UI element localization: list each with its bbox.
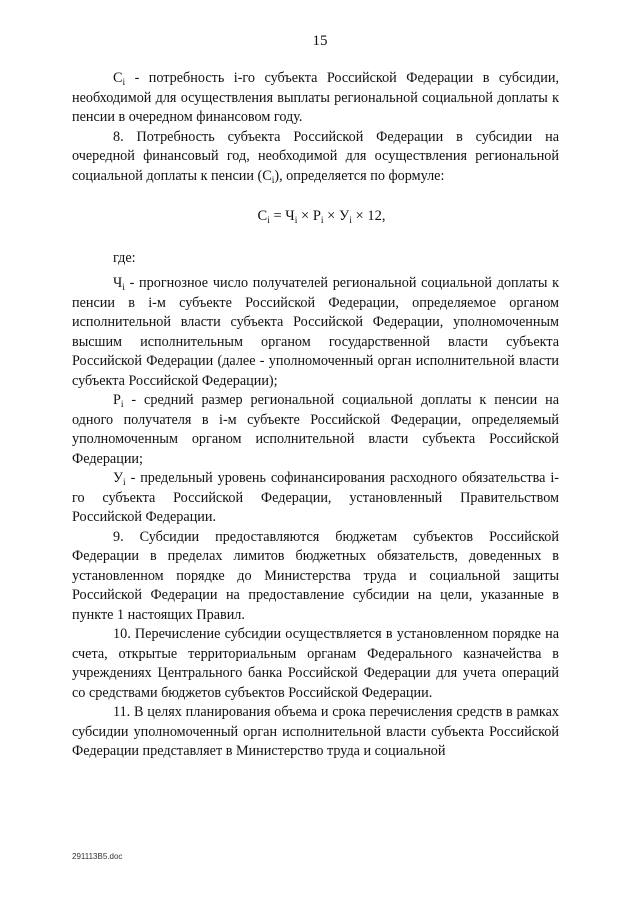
formula — [72, 207, 559, 227]
definition-u — [72, 469, 559, 528]
subscript-i: i — [122, 283, 125, 293]
paragraph-10: 10. Перечисление субсидии осуществляется в установленном порядке на счета, открытые территориальным органам Федерального казначейства в учреждениях Центрального банка Российской Федерации для учета операций со средствами бюджетов субъектов Российской Федерации. — [72, 626, 559, 701]
formula-c: С — [257, 208, 268, 224]
formula-times: × — [323, 208, 339, 224]
symbol-u: У — [113, 470, 124, 486]
symbol-c: С — [113, 70, 123, 86]
symbol-ch: Ч — [113, 275, 123, 291]
subscript-i: i — [320, 216, 324, 226]
formula-p: Р — [312, 208, 321, 224]
subscript-i: i — [122, 78, 126, 88]
paragraph-9: 9. Субсидии предоставляются бюджетам субъектов Российской Федерации в пределах лимитов бюджетных обязательств, доведенных в установленном порядке до Министерства труда и социальной защиты Российской Федерации на предоставление субсидии на цели, указанные в пункте 1 настоящих Правил. — [72, 528, 559, 623]
paragraph-text: 8. Потребность субъекта Российской Федерации в субсидии на очередной финансовый год, необходимой для осуществления региональной социальной доплаты к пенсии (С — [72, 128, 559, 184]
formula-tail: × 12, — [351, 208, 386, 224]
definition-text: - прогнозное число получателей региональной социальной доплаты к пенсии в i-м субъекте Российской Федерации, определяемое органом исполнительной власти субъекта Российской Федерации, уполномоченным высшим исполнительным органом государственной власти субъекта Российской Федерации (далее - уполномоченный орган исполнительной власти субъекта Российской Федерации); — [72, 275, 559, 389]
subscript-i: i — [349, 216, 352, 226]
document-body — [72, 69, 559, 762]
where-label: где: — [113, 249, 136, 266]
definition-text: - средний размер региональной социальной доплаты к пенсии на одного получателя в i-м субъекте Российской Федерации, определяемый уполномоченным органом исполнительной власти субъекта Российской Федерации; — [72, 392, 559, 467]
subscript-i: i — [123, 478, 126, 488]
subscript-i: i — [294, 216, 298, 226]
file-name-footer: 291113B5.doc — [72, 852, 123, 861]
paragraph-8 — [72, 128, 559, 187]
paragraph-text: ), определяется по формуле: — [274, 167, 445, 184]
formula-ch: Ч — [285, 208, 295, 224]
symbol-p: Р — [113, 392, 121, 408]
subscript-i: i — [271, 175, 275, 186]
definition-text: - предельный уровень софинансирования расходного обязательства i-го субъекта Российской Федерации, установленный Правительством Российской Федерации. — [72, 470, 559, 525]
subscript-i: i — [120, 400, 124, 410]
subscript-i: i — [267, 216, 270, 226]
formula-equals: = — [269, 208, 286, 224]
paragraph-text: - потребность i-го субъекта Российской Федерации в субсидии, необходимой для осуществления выплаты региональной социальной доплаты к пенсии в очередном финансовом году. — [72, 70, 559, 125]
formula-u: У — [338, 208, 350, 224]
definition-ch — [72, 274, 559, 391]
page-number: 15 — [312, 33, 328, 49]
paragraph-11: 11. В целях планирования объема и срока перечисления средств в рамках субсидии уполномоченный орган исполнительной власти субъекта Российской Федерации представляет в Министерство труда и социальной — [72, 704, 559, 759]
paragraph-ci-definition — [72, 69, 559, 128]
formula-times: × — [297, 208, 313, 224]
definition-p — [72, 391, 559, 469]
